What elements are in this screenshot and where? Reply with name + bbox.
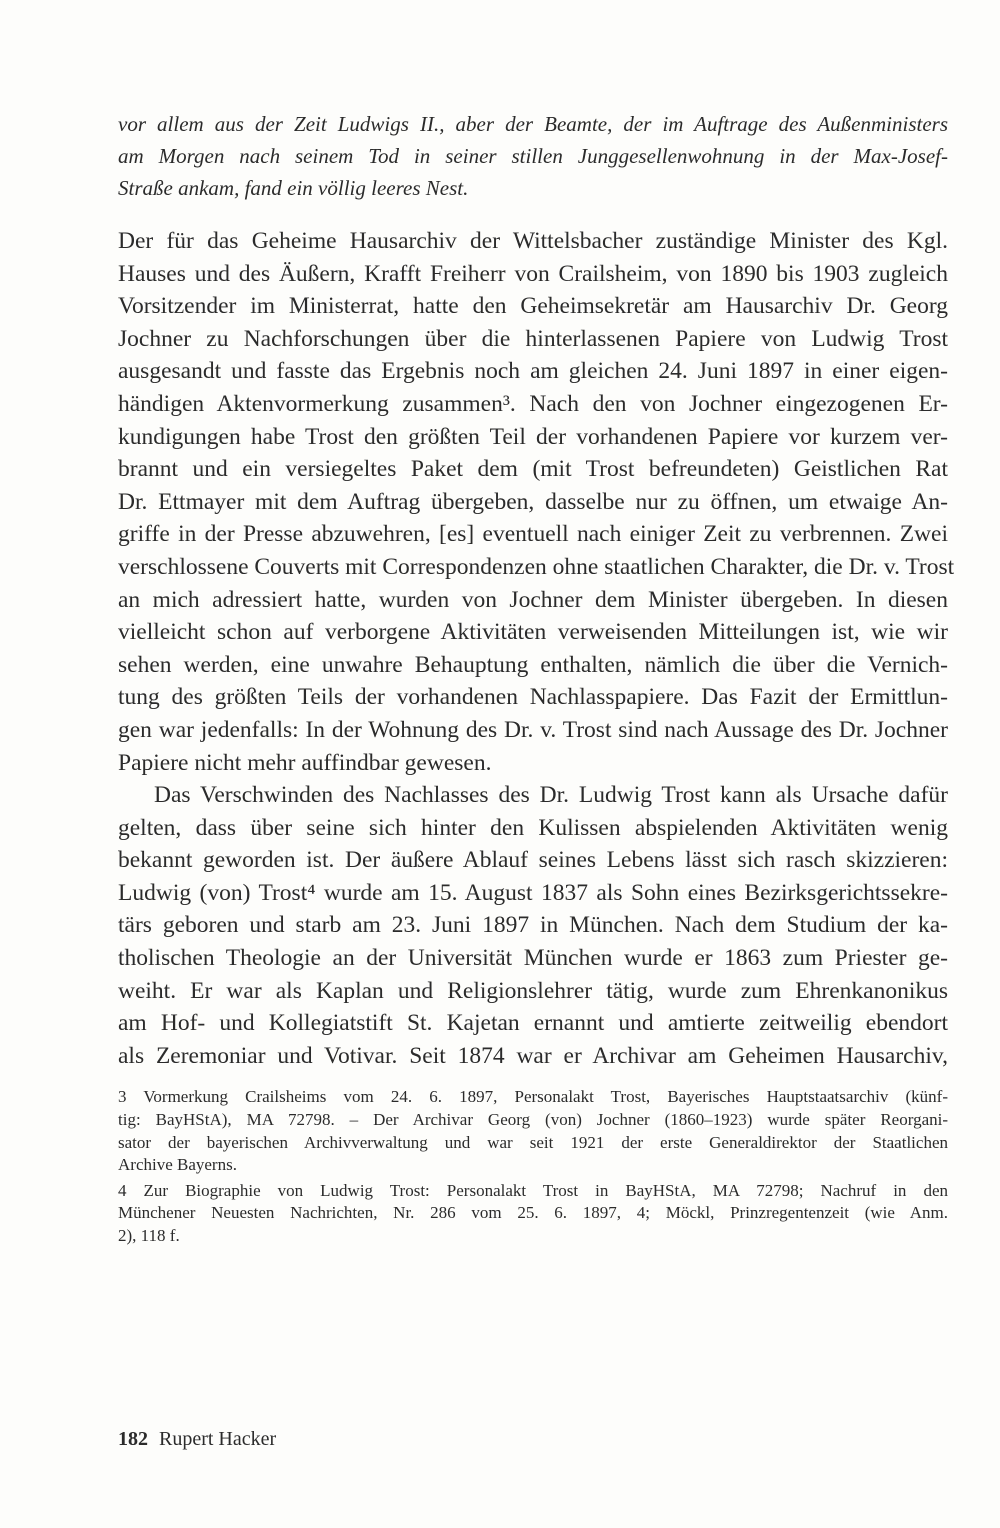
footnote-line: Münchener Neuesten Nachrichten, Nr. 286 vom 25. 6. 1897, 4; Möckl, Prinzregentenzeit (wie Anm. bbox=[118, 1203, 948, 1223]
footnote-4 bbox=[118, 1180, 948, 1248]
text-line: händigen Aktenvormerkung zusammen³. Nach den von Jochner eingezogenen Er- bbox=[118, 390, 948, 417]
text-line: Vorsitzender im Ministerrat, hatte den Geheimsekretär am Hausarchiv Dr. Georg bbox=[118, 293, 948, 320]
text-line: tholischen Theologie an der Universität München wurde er 1863 zum Priester ge- bbox=[118, 945, 948, 972]
quote-line: Straße ankam, fand ein völlig leeres Nest. bbox=[118, 176, 469, 200]
text-line: Dr. Ettmayer mit dem Auftrag übergeben, dasselbe nur zu öffnen, um etwaige An- bbox=[118, 488, 948, 515]
text-line: griffe in der Presse abzuwehren, [es] eventuell nach einiger Zeit zu verbrennen. Zwei bbox=[118, 521, 948, 548]
footnote-3 bbox=[118, 1086, 948, 1176]
footnote-line: 2), 118 f. bbox=[118, 1226, 180, 1245]
text-line: Hauses und des Äußern, Krafft Freiherr von Crailsheim, von 1890 bis 1903 zugleich bbox=[118, 260, 948, 287]
text-line: Der für das Geheime Hausarchiv der Wittelsbacher zuständige Minister des Kgl. bbox=[118, 228, 948, 254]
text-line: Das Verschwinden des Nachlasses des Dr. Ludwig Trost kann als Ursache dafür bbox=[154, 782, 948, 809]
text-line: sehen werden, eine unwahre Behauptung enthalten, nämlich die über die Vernich- bbox=[118, 651, 948, 678]
footnote-line: tig: BayHStA), MA 72798. – Der Archivar Georg (von) Jochner (1860–1923) wurde später Reorgani- bbox=[118, 1110, 948, 1130]
paragraph-2 bbox=[118, 779, 948, 1072]
block-quote bbox=[118, 108, 948, 204]
footnote-line: 3 Vormerkung Crailsheims vom 24. 6. 1897, Personalakt Trost, Bayerisches Hauptstaatsarchiv (künf- bbox=[118, 1087, 948, 1107]
body-text bbox=[118, 225, 955, 1072]
quote-line: vor allem aus der Zeit Ludwigs II., aber der Beamte, der im Auftrage des Außenministers bbox=[118, 112, 948, 136]
text-line: weiht. Er war als Kaplan und Religionslehrer tätig, wurde zum Ehrenkanonikus bbox=[118, 977, 948, 1004]
text-line: ausgesandt und fasste das Ergebnis noch am gleichen 24. Juni 1897 in einer eigen- bbox=[118, 358, 948, 385]
text-line: verschlossene Couverts mit Correspondenzen ohne staatlichen Charakter, die Dr. v. Trost bbox=[118, 553, 955, 580]
text-line: kundigungen habe Trost den größten Teil der vorhandenen Papiere vor kurzem ver- bbox=[118, 423, 948, 450]
footnote-line: sator der bayerischen Archivverwaltung und war seit 1921 der erste Generaldirektor der Staatlichen bbox=[118, 1132, 948, 1152]
quote-line: am Morgen nach seinem Tod in seiner stillen Junggesellenwohnung in der Max-Josef- bbox=[118, 144, 948, 168]
paragraph-1 bbox=[118, 225, 955, 779]
text-line: Ludwig (von) Trost⁴ wurde am 15. August 1837 als Sohn eines Bezirksgerichtssekre- bbox=[118, 879, 948, 906]
text-line: bekannt geworden ist. Der äußere Ablauf seines Lebens lässt sich rasch skizzieren: bbox=[118, 847, 948, 874]
text-line: gelten, dass über seine sich hinter den Kulissen abspielenden Aktivitäten wenig bbox=[118, 814, 948, 841]
page-number: 182 bbox=[118, 1428, 148, 1450]
text-line: am Hof- und Kollegiatstift St. Kajetan ernannt und amtierte zeitweilig ebendort bbox=[118, 1010, 948, 1037]
footnote-line: Archive Bayerns. bbox=[118, 1155, 237, 1175]
footnotes bbox=[118, 1086, 948, 1247]
running-author: Rupert Hacker bbox=[159, 1428, 277, 1450]
text-line: Papiere nicht mehr auffindbar gewesen. bbox=[118, 749, 492, 776]
text-line: Jochner zu Nachforschungen über die hinterlassenen Papiere von Ludwig Trost bbox=[118, 325, 948, 352]
text-line: als Zeremoniar und Votivar. Seit 1874 war er Archivar am Geheimen Hausarchiv, bbox=[118, 1042, 948, 1069]
footnote-line: 4 Zur Biographie von Ludwig Trost: Personalakt Trost in BayHStA, MA 72798; Nachruf in den bbox=[118, 1180, 948, 1200]
text-line: tärs geboren und starb am 23. Juni 1897 in München. Nach dem Studium der ka- bbox=[118, 912, 948, 939]
text-line: brannt und ein versiegeltes Paket dem (mit Trost befreundeten) Geistlichen Rat bbox=[118, 456, 948, 483]
text-line: an mich adressiert hatte, wurden von Jochner dem Minister übergeben. In diesen bbox=[118, 586, 948, 613]
text-line: tung des größten Teils der vorhandenen Nachlasspapiere. Das Fazit der Ermittlun- bbox=[118, 684, 948, 711]
text-line: gen war jedenfalls: In der Wohnung des Dr. v. Trost sind nach Aussage des Dr. Jochner bbox=[118, 716, 948, 743]
page-footer bbox=[118, 1428, 276, 1451]
text-line: vielleicht schon auf verborgene Aktivitäten verweisenden Mitteilungen ist, wie wir bbox=[118, 619, 948, 646]
page-body bbox=[118, 108, 955, 1248]
